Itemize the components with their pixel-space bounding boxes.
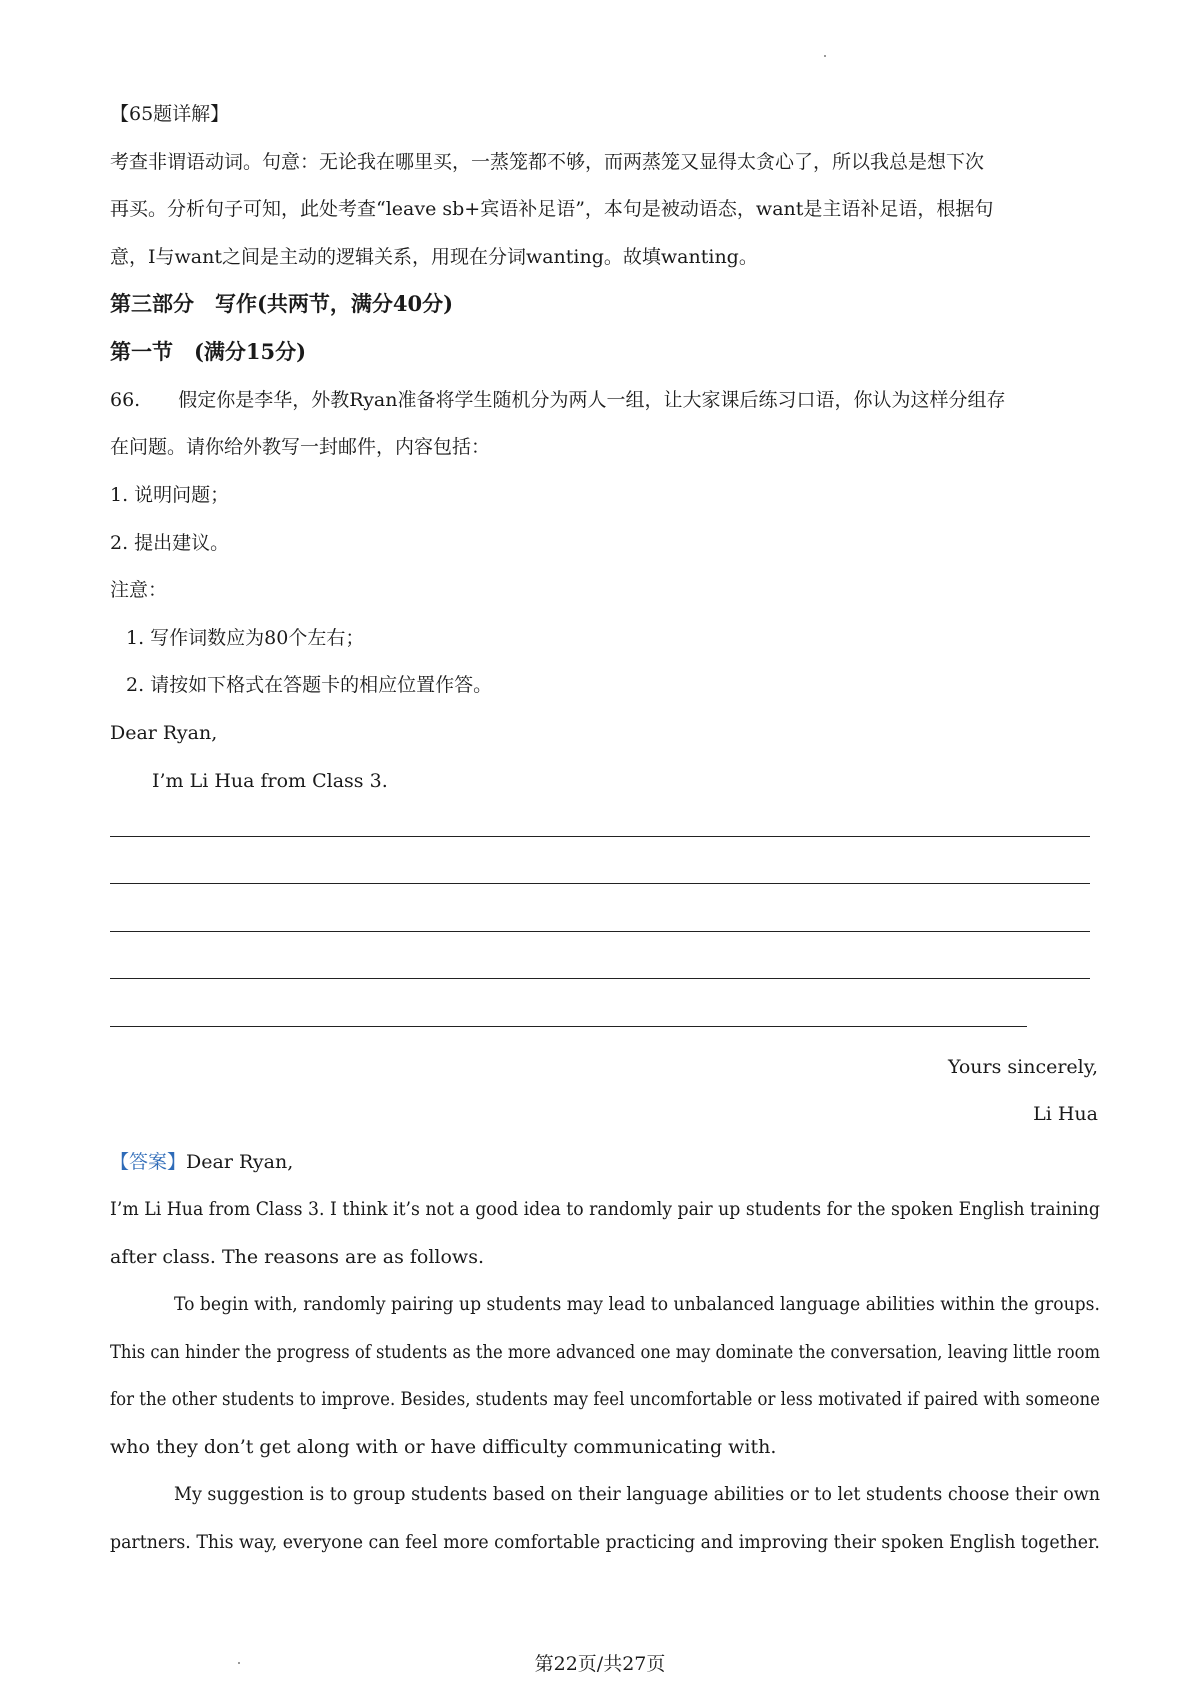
answer-paragraph-2-line-2: This can hinder the progress of students as the more advanced one may dominate the conversation, leaving little room: [110, 1341, 1101, 1363]
q66-note-label: 注意：: [110, 579, 168, 601]
letter-signature: Li Hua: [1033, 1103, 1098, 1125]
q66-note-1: 1. 写作词数应为80个左右；: [126, 627, 365, 649]
writing-blank-line[interactable]: [110, 883, 1090, 884]
q65-explanation-line-3: 意，I与want之间是主动的逻辑关系，用现在分词wanting。故填wanting。: [110, 246, 758, 268]
writing-blank-line[interactable]: [110, 836, 1090, 837]
answer-paragraph-3-line-1: My suggestion is to group students based on their language abilities or to let students choose their own: [174, 1483, 1101, 1505]
q65-explanation-line-1: 考查非谓语动词。句意：无论我在哪里买，一蒸笼都不够，而两蒸笼又显得太贪心了，所以我总是想下次: [110, 151, 985, 173]
answer-paragraph-2-line-1: To begin with, randomly pairing up students may lead to unbalanced language abilities within the groups.: [174, 1293, 1100, 1315]
q66-point-2: 2. 提出建议。: [110, 532, 230, 554]
letter-salutation: Dear Ryan,: [110, 722, 218, 744]
page-number: 第22页/共27页: [534, 1653, 666, 1675]
answer-tag: 【答案】: [110, 1151, 187, 1173]
scan-speck: [824, 55, 826, 57]
q65-heading: 【65题详解】: [110, 103, 230, 125]
writing-blank-line[interactable]: [110, 1026, 1027, 1027]
section1-title: 第一节 (满分15分): [110, 339, 307, 364]
q66-prompt-line-2: 在问题。请你给外教写一封邮件，内容包括：: [110, 436, 491, 458]
q65-explanation-line-2: 再买。分析句子可知，此处考查“leave sb+宾语补足语”，本句是被动语态，want是主语补足语，根据句: [110, 198, 994, 220]
q66-note-2: 2. 请按如下格式在答题卡的相应位置作答。: [126, 674, 493, 696]
answer-paragraph-3-line-2: partners. This way, everyone can feel more comfortable practicing and improving their spoken English together.: [110, 1531, 1100, 1553]
letter-closing: Yours sincerely,: [947, 1056, 1098, 1078]
writing-blank-line[interactable]: [110, 931, 1090, 932]
letter-opening: I’m Li Hua from Class 3.: [152, 770, 388, 792]
q66-prompt-line-1: 66. 假定你是李华，外教Ryan准备将学生随机分为两人一组，让大家课后练习口语，你认为这样分组存: [110, 389, 1006, 411]
answer-salutation: Dear Ryan,: [186, 1151, 294, 1173]
answer-paragraph-1-line-2: after class. The reasons are as follows.: [110, 1246, 484, 1268]
writing-blank-line[interactable]: [110, 978, 1090, 979]
answer-paragraph-2-line-4: who they don’t get along with or have difficulty communicating with.: [110, 1436, 777, 1458]
q66-point-1: 1. 说明问题；: [110, 484, 230, 506]
answer-start: [110, 1149, 293, 1175]
part3-title: 第三部分 写作(共两节，满分40分): [110, 291, 454, 316]
answer-paragraph-2-line-3: for the other students to improve. Besides, students may feel uncomfortable or less motivated if paired with someone: [110, 1388, 1100, 1410]
answer-paragraph-1-line-1: I’m Li Hua from Class 3. I think it’s not a good idea to randomly pair up students for the spoken English training: [110, 1198, 1100, 1220]
